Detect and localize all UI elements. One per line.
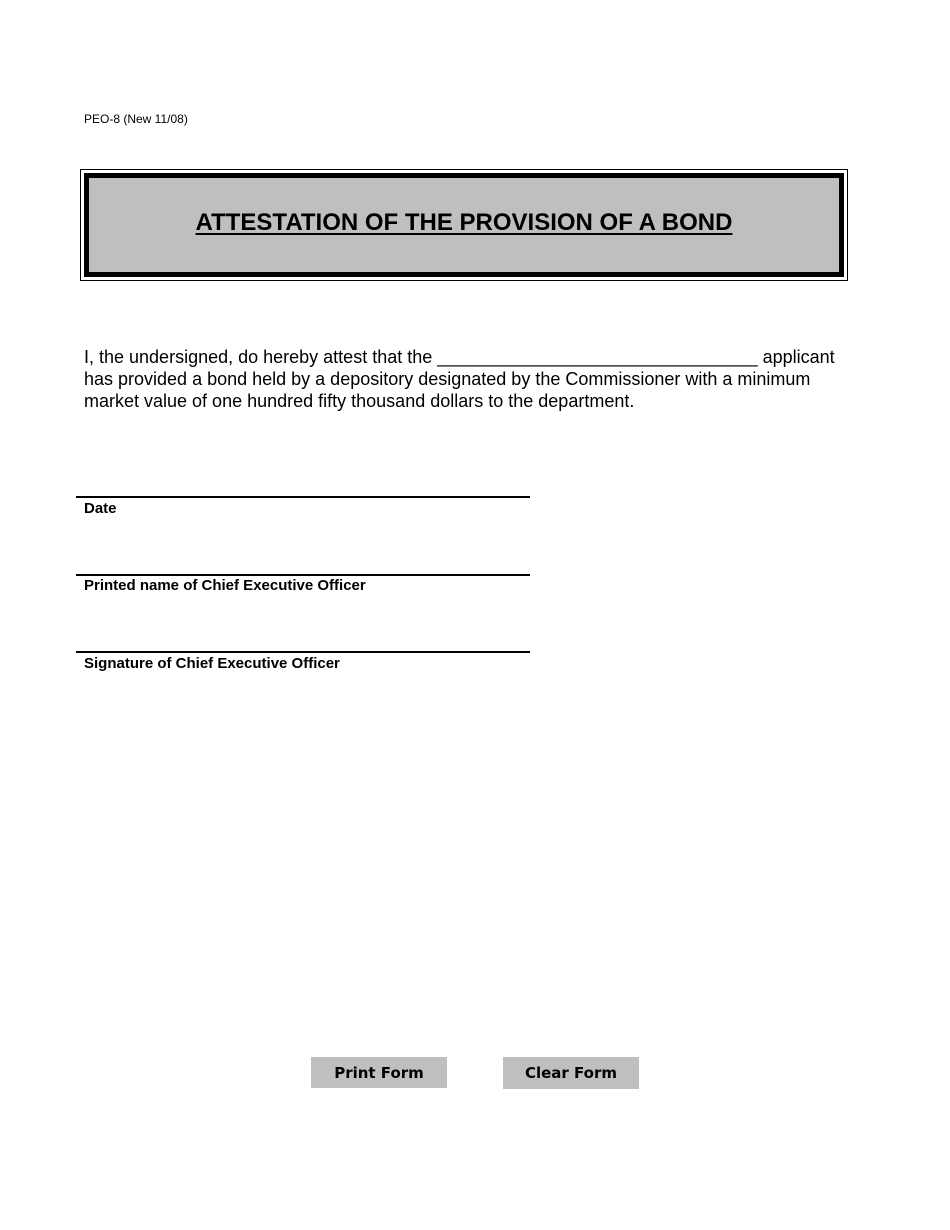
attestation-text-start: I, the undersigned, do hereby attest that the: [84, 347, 438, 367]
attestation-text-end: applicant has provided a bond held by a depository designated by the Commissioner with a minimum market value of one hundred fifty thousand dollars to the department.: [84, 347, 835, 411]
printed-name-field[interactable]: [76, 574, 530, 576]
signature-field[interactable]: [76, 651, 530, 653]
applicant-name-blank[interactable]: ________________________________: [437, 347, 758, 367]
print-form-button[interactable]: Print Form: [311, 1057, 447, 1088]
page-title: ATTESTATION OF THE PROVISION OF A BOND: [195, 209, 733, 236]
title-box: [80, 169, 848, 281]
date-field[interactable]: [76, 496, 530, 498]
title-box-inner: [84, 173, 844, 277]
printed-name-label: Printed name of Chief Executive Officer: [84, 577, 366, 594]
signature-label: Signature of Chief Executive Officer: [84, 655, 340, 672]
date-label: Date: [84, 500, 117, 517]
form-id: PEO-8 (New 11/08): [84, 112, 188, 126]
attestation-statement: [84, 346, 854, 412]
clear-form-button[interactable]: Clear Form: [503, 1057, 639, 1089]
